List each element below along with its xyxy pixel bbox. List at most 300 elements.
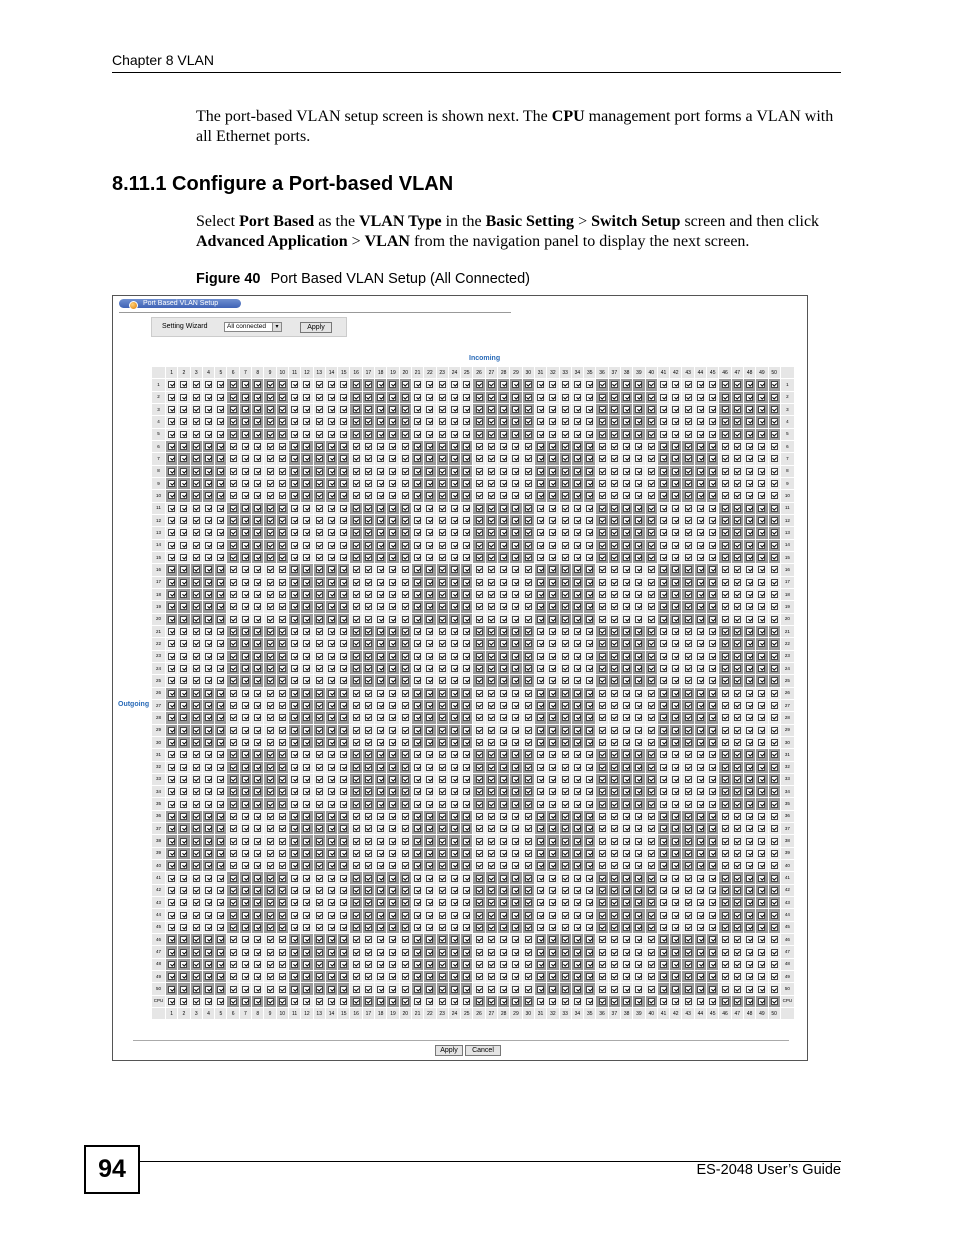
- port-checkbox[interactable]: [340, 653, 347, 660]
- port-checkbox[interactable]: [168, 603, 175, 610]
- port-checkbox[interactable]: [488, 418, 495, 425]
- port-checkbox[interactable]: [340, 579, 347, 586]
- port-checkbox[interactable]: [623, 653, 630, 660]
- port-checkbox[interactable]: [537, 431, 544, 438]
- port-checkbox[interactable]: [562, 603, 569, 610]
- port-checkbox[interactable]: [451, 579, 458, 586]
- port-checkbox[interactable]: [586, 628, 593, 635]
- port-checkbox[interactable]: [488, 628, 495, 635]
- port-checkbox[interactable]: [340, 542, 347, 549]
- port-checkbox[interactable]: [476, 381, 483, 388]
- port-checkbox[interactable]: [599, 505, 606, 512]
- port-checkbox[interactable]: [217, 640, 224, 647]
- port-checkbox[interactable]: [193, 579, 200, 586]
- port-checkbox[interactable]: [402, 418, 409, 425]
- port-checkbox[interactable]: [365, 653, 372, 660]
- port-checkbox[interactable]: [635, 616, 642, 623]
- port-checkbox[interactable]: [426, 616, 433, 623]
- port-checkbox[interactable]: [242, 616, 249, 623]
- port-checkbox[interactable]: [562, 505, 569, 512]
- port-checkbox[interactable]: [623, 443, 630, 450]
- port-checkbox[interactable]: [488, 653, 495, 660]
- port-checkbox[interactable]: [635, 418, 642, 425]
- port-checkbox[interactable]: [303, 468, 310, 475]
- port-checkbox[interactable]: [414, 443, 421, 450]
- port-checkbox[interactable]: [340, 394, 347, 401]
- port-checkbox[interactable]: [709, 591, 716, 598]
- port-checkbox[interactable]: [635, 492, 642, 499]
- port-checkbox[interactable]: [402, 406, 409, 413]
- port-checkbox[interactable]: [414, 591, 421, 598]
- port-checkbox[interactable]: [611, 492, 618, 499]
- port-checkbox[interactable]: [574, 406, 581, 413]
- port-checkbox[interactable]: [685, 554, 692, 561]
- port-checkbox[interactable]: [635, 431, 642, 438]
- port-checkbox[interactable]: [758, 431, 765, 438]
- port-checkbox[interactable]: [426, 517, 433, 524]
- port-checkbox[interactable]: [353, 418, 360, 425]
- port-checkbox[interactable]: [168, 579, 175, 586]
- port-checkbox[interactable]: [549, 517, 556, 524]
- port-checkbox[interactable]: [746, 579, 753, 586]
- port-checkbox[interactable]: [328, 529, 335, 536]
- port-checkbox[interactable]: [549, 628, 556, 635]
- port-checkbox[interactable]: [242, 480, 249, 487]
- port-checkbox[interactable]: [267, 591, 274, 598]
- port-checkbox[interactable]: [193, 603, 200, 610]
- port-checkbox[interactable]: [180, 628, 187, 635]
- port-checkbox[interactable]: [316, 381, 323, 388]
- port-checkbox[interactable]: [328, 455, 335, 462]
- port-checkbox[interactable]: [599, 640, 606, 647]
- port-checkbox[interactable]: [389, 616, 396, 623]
- port-checkbox[interactable]: [291, 554, 298, 561]
- port-checkbox[interactable]: [623, 554, 630, 561]
- port-checkbox[interactable]: [623, 406, 630, 413]
- port-checkbox[interactable]: [599, 603, 606, 610]
- port-checkbox[interactable]: [463, 616, 470, 623]
- port-checkbox[interactable]: [537, 492, 544, 499]
- port-checkbox[interactable]: [537, 468, 544, 475]
- port-checkbox[interactable]: [500, 603, 507, 610]
- port-checkbox[interactable]: [328, 431, 335, 438]
- port-checkbox[interactable]: [180, 455, 187, 462]
- port-checkbox[interactable]: [168, 616, 175, 623]
- port-checkbox[interactable]: [734, 603, 741, 610]
- port-checkbox[interactable]: [439, 418, 446, 425]
- port-checkbox[interactable]: [377, 443, 384, 450]
- port-checkbox[interactable]: [697, 492, 704, 499]
- port-checkbox[interactable]: [512, 554, 519, 561]
- port-checkbox[interactable]: [660, 640, 667, 647]
- port-checkbox[interactable]: [623, 505, 630, 512]
- port-checkbox[interactable]: [599, 394, 606, 401]
- port-checkbox[interactable]: [242, 554, 249, 561]
- port-checkbox[interactable]: [279, 628, 286, 635]
- port-checkbox[interactable]: [709, 542, 716, 549]
- port-checkbox[interactable]: [771, 468, 778, 475]
- port-checkbox[interactable]: [316, 591, 323, 598]
- port-checkbox[interactable]: [365, 505, 372, 512]
- port-checkbox[interactable]: [439, 616, 446, 623]
- port-checkbox[interactable]: [722, 566, 729, 573]
- port-checkbox[interactable]: [599, 418, 606, 425]
- port-checkbox[interactable]: [340, 443, 347, 450]
- port-checkbox[interactable]: [500, 406, 507, 413]
- port-checkbox[interactable]: [230, 443, 237, 450]
- port-checkbox[interactable]: [758, 640, 765, 647]
- port-checkbox[interactable]: [722, 579, 729, 586]
- port-checkbox[interactable]: [525, 640, 532, 647]
- port-checkbox[interactable]: [303, 517, 310, 524]
- port-checkbox[interactable]: [205, 603, 212, 610]
- port-checkbox[interactable]: [254, 591, 261, 598]
- port-checkbox[interactable]: [488, 554, 495, 561]
- port-checkbox[interactable]: [512, 455, 519, 462]
- port-checkbox[interactable]: [316, 653, 323, 660]
- port-checkbox[interactable]: [168, 443, 175, 450]
- port-checkbox[interactable]: [426, 591, 433, 598]
- port-checkbox[interactable]: [451, 455, 458, 462]
- port-checkbox[interactable]: [599, 554, 606, 561]
- port-checkbox[interactable]: [672, 579, 679, 586]
- port-checkbox[interactable]: [525, 566, 532, 573]
- port-checkbox[interactable]: [697, 431, 704, 438]
- port-checkbox[interactable]: [414, 554, 421, 561]
- port-checkbox[interactable]: [586, 554, 593, 561]
- port-checkbox[interactable]: [500, 431, 507, 438]
- port-checkbox[interactable]: [242, 492, 249, 499]
- port-checkbox[interactable]: [660, 418, 667, 425]
- port-checkbox[interactable]: [771, 431, 778, 438]
- port-checkbox[interactable]: [771, 579, 778, 586]
- port-checkbox[interactable]: [463, 579, 470, 586]
- port-checkbox[interactable]: [291, 579, 298, 586]
- port-checkbox[interactable]: [439, 603, 446, 610]
- port-checkbox[interactable]: [267, 480, 274, 487]
- port-checkbox[interactable]: [316, 492, 323, 499]
- port-checkbox[interactable]: [746, 517, 753, 524]
- port-checkbox[interactable]: [599, 492, 606, 499]
- port-checkbox[interactable]: [340, 455, 347, 462]
- port-checkbox[interactable]: [340, 505, 347, 512]
- wizard-apply-button[interactable]: Apply: [300, 322, 332, 333]
- port-checkbox[interactable]: [771, 616, 778, 623]
- port-checkbox[interactable]: [549, 566, 556, 573]
- port-checkbox[interactable]: [303, 480, 310, 487]
- port-checkbox[interactable]: [697, 517, 704, 524]
- port-checkbox[interactable]: [463, 443, 470, 450]
- port-checkbox[interactable]: [377, 554, 384, 561]
- port-checkbox[interactable]: [365, 591, 372, 598]
- port-checkbox[interactable]: [586, 431, 593, 438]
- port-checkbox[interactable]: [193, 492, 200, 499]
- port-checkbox[interactable]: [340, 640, 347, 647]
- port-checkbox[interactable]: [279, 455, 286, 462]
- port-checkbox[interactable]: [660, 591, 667, 598]
- port-checkbox[interactable]: [746, 455, 753, 462]
- port-checkbox[interactable]: [230, 505, 237, 512]
- port-checkbox[interactable]: [599, 455, 606, 462]
- port-checkbox[interactable]: [648, 492, 655, 499]
- port-checkbox[interactable]: [734, 517, 741, 524]
- port-checkbox[interactable]: [660, 529, 667, 536]
- port-checkbox[interactable]: [709, 431, 716, 438]
- port-checkbox[interactable]: [734, 542, 741, 549]
- port-checkbox[interactable]: [303, 394, 310, 401]
- port-checkbox[interactable]: [476, 566, 483, 573]
- port-checkbox[interactable]: [476, 406, 483, 413]
- port-checkbox[interactable]: [328, 418, 335, 425]
- port-checkbox[interactable]: [340, 616, 347, 623]
- port-checkbox[interactable]: [549, 505, 556, 512]
- port-checkbox[interactable]: [672, 566, 679, 573]
- port-checkbox[interactable]: [242, 443, 249, 450]
- port-checkbox[interactable]: [488, 616, 495, 623]
- port-checkbox[interactable]: [512, 591, 519, 598]
- port-checkbox[interactable]: [500, 517, 507, 524]
- port-checkbox[interactable]: [402, 603, 409, 610]
- port-checkbox[interactable]: [660, 653, 667, 660]
- port-checkbox[interactable]: [316, 480, 323, 487]
- port-checkbox[interactable]: [279, 542, 286, 549]
- port-checkbox[interactable]: [365, 394, 372, 401]
- port-checkbox[interactable]: [722, 431, 729, 438]
- port-checkbox[interactable]: [476, 628, 483, 635]
- port-checkbox[interactable]: [672, 455, 679, 462]
- port-checkbox[interactable]: [303, 616, 310, 623]
- port-checkbox[interactable]: [205, 554, 212, 561]
- port-checkbox[interactable]: [758, 653, 765, 660]
- port-checkbox[interactable]: [512, 529, 519, 536]
- port-checkbox[interactable]: [463, 653, 470, 660]
- port-checkbox[interactable]: [193, 640, 200, 647]
- port-checkbox[interactable]: [512, 381, 519, 388]
- port-checkbox[interactable]: [623, 640, 630, 647]
- port-checkbox[interactable]: [697, 381, 704, 388]
- port-checkbox[interactable]: [230, 542, 237, 549]
- port-checkbox[interactable]: [205, 394, 212, 401]
- port-checkbox[interactable]: [279, 640, 286, 647]
- port-checkbox[interactable]: [758, 579, 765, 586]
- port-checkbox[interactable]: [635, 381, 642, 388]
- port-checkbox[interactable]: [353, 431, 360, 438]
- port-checkbox[interactable]: [463, 640, 470, 647]
- port-checkbox[interactable]: [365, 455, 372, 462]
- port-checkbox[interactable]: [648, 406, 655, 413]
- port-checkbox[interactable]: [463, 455, 470, 462]
- port-checkbox[interactable]: [672, 468, 679, 475]
- port-checkbox[interactable]: [217, 579, 224, 586]
- port-checkbox[interactable]: [389, 628, 396, 635]
- port-checkbox[interactable]: [525, 394, 532, 401]
- port-checkbox[interactable]: [217, 653, 224, 660]
- port-checkbox[interactable]: [205, 579, 212, 586]
- port-checkbox[interactable]: [586, 418, 593, 425]
- port-checkbox[interactable]: [402, 566, 409, 573]
- port-checkbox[interactable]: [476, 603, 483, 610]
- port-checkbox[interactable]: [279, 554, 286, 561]
- port-checkbox[interactable]: [230, 591, 237, 598]
- port-checkbox[interactable]: [574, 517, 581, 524]
- port-checkbox[interactable]: [525, 517, 532, 524]
- port-checkbox[interactable]: [463, 566, 470, 573]
- port-checkbox[interactable]: [316, 542, 323, 549]
- port-checkbox[interactable]: [623, 418, 630, 425]
- port-checkbox[interactable]: [291, 640, 298, 647]
- port-checkbox[interactable]: [537, 455, 544, 462]
- port-checkbox[interactable]: [168, 492, 175, 499]
- port-checkbox[interactable]: [746, 468, 753, 475]
- port-checkbox[interactable]: [660, 505, 667, 512]
- port-checkbox[interactable]: [525, 628, 532, 635]
- port-checkbox[interactable]: [328, 579, 335, 586]
- port-checkbox[interactable]: [402, 431, 409, 438]
- port-checkbox[interactable]: [463, 418, 470, 425]
- port-checkbox[interactable]: [242, 603, 249, 610]
- port-checkbox[interactable]: [722, 468, 729, 475]
- port-checkbox[interactable]: [672, 505, 679, 512]
- port-checkbox[interactable]: [512, 418, 519, 425]
- port-checkbox[interactable]: [685, 455, 692, 462]
- port-checkbox[interactable]: [463, 492, 470, 499]
- port-checkbox[interactable]: [512, 640, 519, 647]
- port-checkbox[interactable]: [672, 381, 679, 388]
- port-checkbox[interactable]: [402, 394, 409, 401]
- port-checkbox[interactable]: [488, 381, 495, 388]
- port-checkbox[interactable]: [267, 542, 274, 549]
- port-checkbox[interactable]: [611, 616, 618, 623]
- port-checkbox[interactable]: [242, 468, 249, 475]
- port-checkbox[interactable]: [267, 394, 274, 401]
- port-checkbox[interactable]: [193, 566, 200, 573]
- port-checkbox[interactable]: [279, 591, 286, 598]
- port-checkbox[interactable]: [254, 603, 261, 610]
- port-checkbox[interactable]: [648, 591, 655, 598]
- port-checkbox[interactable]: [623, 579, 630, 586]
- port-checkbox[interactable]: [291, 443, 298, 450]
- port-checkbox[interactable]: [230, 455, 237, 462]
- port-checkbox[interactable]: [562, 492, 569, 499]
- port-checkbox[interactable]: [586, 480, 593, 487]
- port-checkbox[interactable]: [623, 542, 630, 549]
- port-checkbox[interactable]: [303, 381, 310, 388]
- port-checkbox[interactable]: [254, 653, 261, 660]
- port-checkbox[interactable]: [353, 480, 360, 487]
- port-checkbox[interactable]: [451, 603, 458, 610]
- port-checkbox[interactable]: [685, 653, 692, 660]
- port-checkbox[interactable]: [414, 468, 421, 475]
- port-checkbox[interactable]: [549, 418, 556, 425]
- port-checkbox[interactable]: [267, 443, 274, 450]
- port-checkbox[interactable]: [230, 665, 237, 672]
- port-checkbox[interactable]: [402, 529, 409, 536]
- port-checkbox[interactable]: [426, 603, 433, 610]
- port-checkbox[interactable]: [771, 653, 778, 660]
- port-checkbox[interactable]: [217, 591, 224, 598]
- port-checkbox[interactable]: [353, 542, 360, 549]
- port-checkbox[interactable]: [426, 480, 433, 487]
- port-checkbox[interactable]: [525, 418, 532, 425]
- port-checkbox[interactable]: [303, 628, 310, 635]
- port-checkbox[interactable]: [476, 591, 483, 598]
- port-checkbox[interactable]: [599, 591, 606, 598]
- port-checkbox[interactable]: [746, 394, 753, 401]
- port-checkbox[interactable]: [365, 579, 372, 586]
- port-checkbox[interactable]: [709, 480, 716, 487]
- port-checkbox[interactable]: [476, 616, 483, 623]
- port-checkbox[interactable]: [623, 517, 630, 524]
- port-checkbox[interactable]: [525, 480, 532, 487]
- port-checkbox[interactable]: [562, 394, 569, 401]
- port-checkbox[interactable]: [500, 566, 507, 573]
- port-checkbox[interactable]: [697, 529, 704, 536]
- port-checkbox[interactable]: [722, 640, 729, 647]
- port-checkbox[interactable]: [365, 554, 372, 561]
- port-checkbox[interactable]: [660, 443, 667, 450]
- port-checkbox[interactable]: [512, 480, 519, 487]
- port-checkbox[interactable]: [180, 406, 187, 413]
- port-checkbox[interactable]: [426, 505, 433, 512]
- port-checkbox[interactable]: [193, 455, 200, 462]
- port-checkbox[interactable]: [242, 591, 249, 598]
- port-checkbox[interactable]: [623, 529, 630, 536]
- port-checkbox[interactable]: [734, 628, 741, 635]
- port-checkbox[interactable]: [168, 566, 175, 573]
- port-checkbox[interactable]: [365, 628, 372, 635]
- port-checkbox[interactable]: [549, 492, 556, 499]
- port-checkbox[interactable]: [611, 653, 618, 660]
- port-checkbox[interactable]: [168, 665, 175, 672]
- port-checkbox[interactable]: [685, 443, 692, 450]
- port-checkbox[interactable]: [230, 406, 237, 413]
- port-checkbox[interactable]: [672, 628, 679, 635]
- port-checkbox[interactable]: [549, 529, 556, 536]
- port-checkbox[interactable]: [230, 554, 237, 561]
- port-checkbox[interactable]: [353, 505, 360, 512]
- port-checkbox[interactable]: [230, 579, 237, 586]
- port-checkbox[interactable]: [205, 505, 212, 512]
- port-checkbox[interactable]: [463, 529, 470, 536]
- port-checkbox[interactable]: [389, 603, 396, 610]
- port-checkbox[interactable]: [463, 517, 470, 524]
- port-checkbox[interactable]: [328, 480, 335, 487]
- port-checkbox[interactable]: [267, 554, 274, 561]
- port-checkbox[interactable]: [525, 505, 532, 512]
- port-checkbox[interactable]: [180, 603, 187, 610]
- port-checkbox[interactable]: [217, 566, 224, 573]
- port-checkbox[interactable]: [217, 616, 224, 623]
- port-checkbox[interactable]: [512, 653, 519, 660]
- port-checkbox[interactable]: [193, 542, 200, 549]
- port-checkbox[interactable]: [451, 566, 458, 573]
- port-checkbox[interactable]: [537, 443, 544, 450]
- port-checkbox[interactable]: [426, 394, 433, 401]
- port-checkbox[interactable]: [488, 406, 495, 413]
- port-checkbox[interactable]: [660, 455, 667, 462]
- port-checkbox[interactable]: [291, 394, 298, 401]
- port-checkbox[interactable]: [525, 542, 532, 549]
- port-checkbox[interactable]: [574, 616, 581, 623]
- port-checkbox[interactable]: [734, 579, 741, 586]
- port-checkbox[interactable]: [660, 492, 667, 499]
- port-checkbox[interactable]: [180, 468, 187, 475]
- port-checkbox[interactable]: [488, 517, 495, 524]
- port-checkbox[interactable]: [242, 418, 249, 425]
- port-checkbox[interactable]: [709, 628, 716, 635]
- port-checkbox[interactable]: [537, 480, 544, 487]
- port-checkbox[interactable]: [574, 431, 581, 438]
